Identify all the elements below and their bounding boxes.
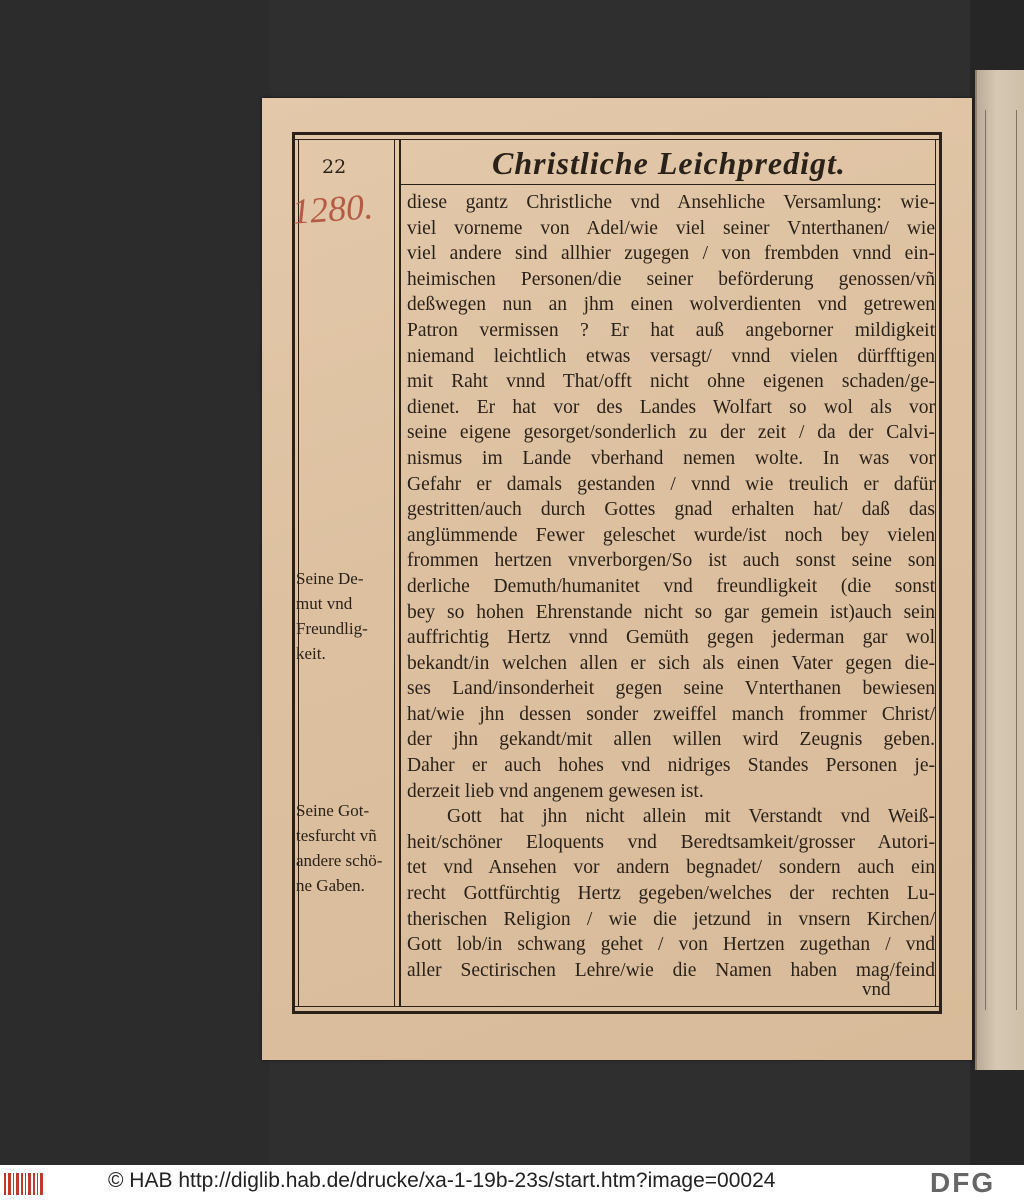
adjacent-page-edge [975,70,1024,1070]
dark-background-left [0,0,270,1165]
text-line: heit/schöner Eloquents vnd Beredtsamkeit/grosser Autori- [407,831,935,853]
dfg-logo: DFG [930,1167,996,1198]
text-line: auffrichtig Hertz vnnd Gemüth gegen jederman gar wol [407,627,935,649]
marginal-note-line: ne Gaben. [296,876,365,895]
viewer-footer [0,1165,1024,1203]
copyright-link[interactable]: © HAB http://diglib.hab.de/drucke/xa-1-19b-23s/start.htm?image=00024 [108,1169,776,1192]
text-line: Patron vermissen ? Er hat auß angeborner mildigkeit [407,319,935,341]
text-line: therischen Religion / wie die jetzund in vnsern Kirchen/ [407,908,935,930]
text-line: diese gantz Christliche vnd Ansehliche Versamlung: wie- [407,192,935,213]
marginal-note-line: keit. [296,644,326,663]
text-line: nismus im Lande vberhand nemen wolte. In was vor [407,447,935,469]
bottom-rule-inner [292,1006,942,1007]
text-line: hat/wie jhn dessen sonder zweiffel manch frommer Christ/ [407,703,935,725]
handwritten-shelf-number: 1280. [290,186,375,232]
text-line: anglümmende Fewer geleschet wurde/ist noch bey vielen [407,524,935,546]
right-rule-inner [935,140,936,1006]
text-line: tet vnd Ansehen vor andern begnadet/ sondern auch ein [407,857,935,879]
text-line: gestritten/auch durch Gottes gnad erhalten hat/ daß das [407,499,935,521]
page-number: 22 [322,156,347,178]
text-line: bekandt/in welchen allen er sich als einen Vater gegen die- [407,652,935,674]
catchword: vnd [862,979,891,1000]
marginal-note-line: Freundlig- [296,619,368,638]
marginal-note-line: Seine Got- [296,801,370,820]
text-line: derliche Demuth/humanitet vnd freundligkeit (die sonst [407,575,935,597]
header-underline [401,184,935,185]
text-line: niemand leichtlich etwas versagt/ vnnd vielen dürfftigen [407,345,935,367]
text-line: frommen hertzen vnverborgen/So ist auch sonst seine son [407,550,935,572]
barcode-icon [4,1173,46,1195]
column-rule-left [394,140,395,1006]
text-line: Gott hat jhn nicht allein mit Verstandt vnd Weiß- [447,806,935,828]
text-line: viel andere sind allhier zugegen / von frembden vnnd ein- [407,243,935,265]
text-line: recht Gottfürchtig Hertz gegeben/welches der rechten Lu- [407,883,935,905]
bottom-rule-outer [292,1011,942,1014]
text-line: Gott lob/in schwang gehet / von Hertzen zugethan / vnd [407,934,935,956]
body-text [407,190,935,983]
column-rule-right [399,140,401,1006]
text-line: Daher er auch hohes vnd nidriges Standes Personen je- [407,755,935,777]
marginal-note-line: mut vnd [296,594,353,613]
left-rule-outer [292,134,295,1012]
text-line: bey so hohen Ehrenstande nicht so gar gemein ist)auch sein [407,601,935,623]
marginal-note-humility [296,566,368,666]
top-rule-outer [292,132,942,135]
book-page [262,98,972,1060]
text-line: viel vorneme von Adel/wie viel seiner Vnterthanen/ wie [407,217,935,239]
text-line: seine eigene gesorget/sonderlich zu der zeit / da der Calvi- [407,422,935,444]
text-line: heimischen Personen/die seiner beförderung genossen/vñ [407,268,935,290]
text-line: dienet. Er hat vor des Landes Wolfart so wol als vor [407,396,935,418]
marginal-note-line: tesfurcht vñ [296,826,377,845]
running-title: Christliche Leichpredigt. [492,145,846,181]
text-line: derzeit lieb vnd angenem gewesen ist. [407,780,704,802]
text-line: Gefahr er damals gestanden / vnnd wie treulich er dafür [407,473,935,495]
text-line: aller Sectirischen Lehre/wie die Namen haben mag/feind [407,959,935,981]
right-rule-outer [939,134,942,1012]
marginal-note-piety [296,798,382,898]
marginal-note-line: andere schö- [296,851,383,870]
text-line: mit Raht vnnd That/offt nicht ohne eigenen schaden/ge- [407,371,935,393]
top-rule-inner [292,139,942,140]
text-line: ses Land/insonderheit gegen seine Vnterthanen bewiesen [407,678,935,700]
text-line: deßwegen nun an jhm einen wolverdienten vnd getrewen [407,294,935,316]
text-line: der jhn gekandt/mit allen willen wird Zeugnis geben. [407,729,935,751]
marginal-note-line: Seine De- [296,569,364,588]
